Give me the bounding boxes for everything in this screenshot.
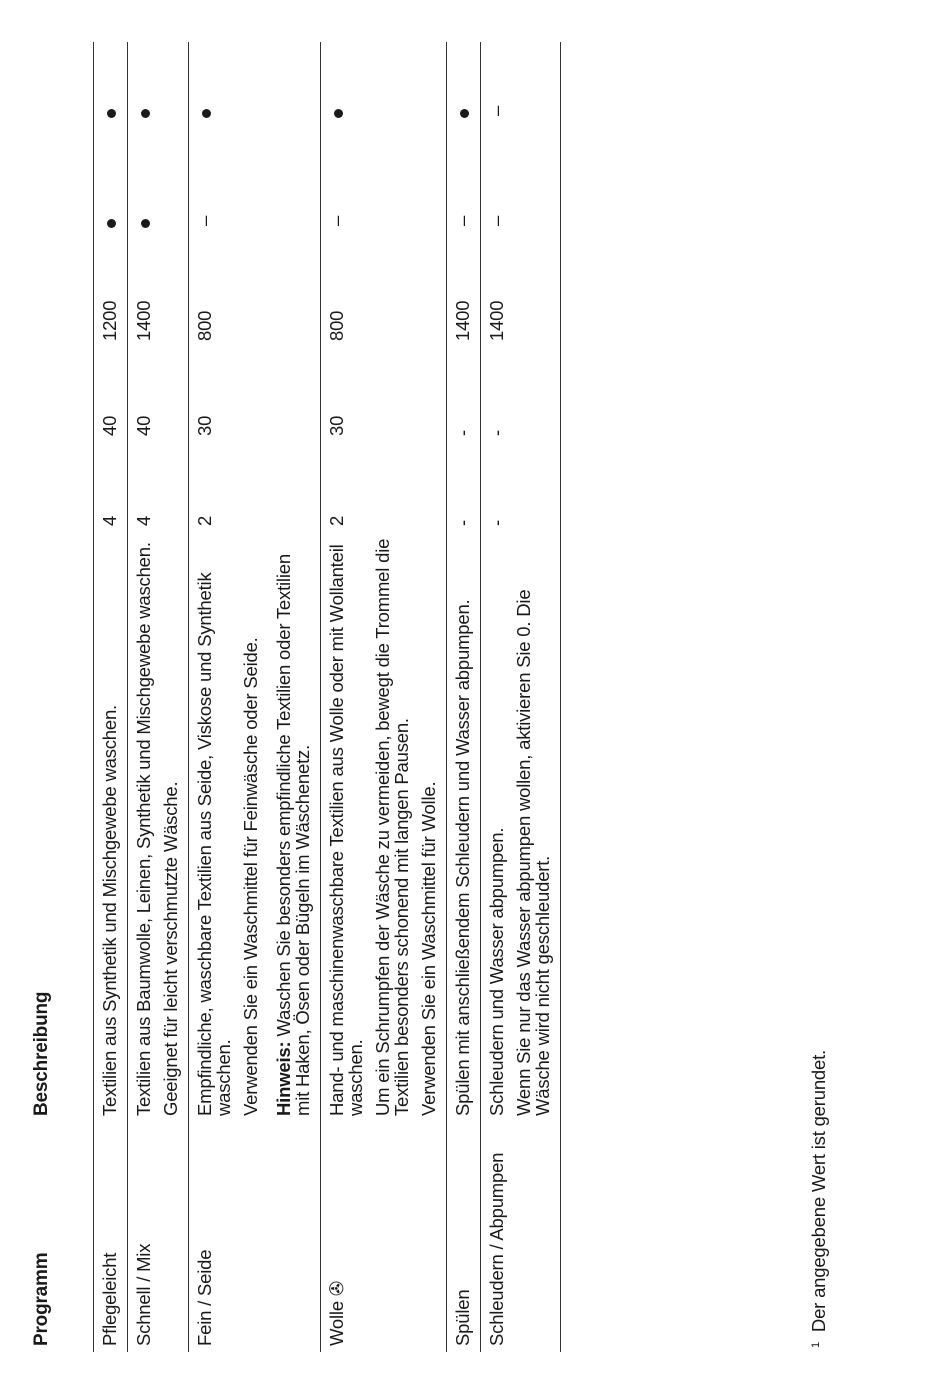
bullet-icon (141, 109, 150, 118)
availability-d1 (128, 132, 189, 242)
value-n2: - (486, 430, 507, 436)
table-row (189, 42, 321, 1352)
description-line: Empfindliche, waschbare Textilien aus Seide, Viskose und Synthetik waschen. (194, 572, 234, 1116)
dash-mark: – (326, 215, 347, 226)
program-name: Fein / Seide (194, 1249, 215, 1346)
description-line: Verwenden Sie ein Waschmittel für Feinwäsche oder Seide. (240, 637, 261, 1116)
value-n3: 1400 (133, 300, 154, 341)
value-n2: 30 (194, 415, 215, 436)
value-n1: 4 (133, 515, 154, 526)
bullet-icon (202, 109, 211, 118)
availability-d2 (321, 42, 447, 132)
footnote-marker: 1 (810, 1342, 822, 1348)
bullet-icon (460, 109, 469, 118)
value-n3: 1200 (99, 300, 120, 341)
value-n2: 40 (133, 415, 154, 436)
table-header-row (18, 42, 94, 1352)
footnote-text: Der angegebene Wert ist gerundet. (808, 1050, 829, 1333)
availability-d2 (481, 42, 561, 132)
dash-mark: – (194, 215, 215, 226)
value-n1: - (452, 520, 473, 526)
header-beschreibung: Beschreibung (31, 991, 52, 1116)
bullet-icon (141, 219, 150, 228)
program-description (189, 532, 321, 1122)
value-n3: 1400 (486, 300, 507, 341)
hinweis-note (274, 538, 312, 1116)
value-n1: 2 (194, 515, 215, 526)
value-n2: - (452, 430, 473, 436)
description-line: Schleudern und Wasser abpumpen. (486, 827, 507, 1116)
program-name: Schnell / Mix (133, 1243, 154, 1346)
table-row (447, 42, 481, 1352)
availability-d2 (447, 42, 481, 132)
description-line: Textilien aus Baumwolle, Leinen, Synthetik und Mischgewebe waschen. (133, 542, 154, 1116)
table-row (481, 42, 561, 1352)
hinweis-label: Hinweis: (273, 1041, 294, 1116)
value-n2: 40 (99, 415, 120, 436)
program-name: Schleudern / Abpumpen (486, 1152, 507, 1346)
value-n1: 4 (99, 515, 120, 526)
bullet-icon (107, 109, 116, 118)
description-line: Hand- und maschinenwaschbare Textilien aus Wolle oder mit Wollanteil waschen. (326, 544, 366, 1116)
availability-d2 (94, 42, 128, 132)
dash-mark: – (452, 215, 473, 226)
program-description (94, 532, 128, 1122)
description-line: Um ein Schrumpfen der Wäsche zu vermeiden, bewegt die Trommel die Textilien besonders schonend mit langen Pausen. (372, 538, 412, 1116)
description-line: Geeignet für leicht verschmutzte Wäsche. (160, 781, 181, 1116)
program-description (128, 532, 189, 1122)
availability-d2 (128, 42, 189, 132)
bullet-icon (107, 219, 116, 228)
description-line: Spülen mit anschließendem Schleudern und Wasser abpumpen. (452, 599, 473, 1116)
table-row (94, 42, 128, 1352)
description-line: Wenn Sie nur das Wasser abpumpen wollen, aktivieren Sie 0. Die Wäsche wird nicht geschleudert. (513, 589, 553, 1116)
footnote (808, 1050, 830, 1348)
value-n1: - (486, 520, 507, 526)
table-row (128, 42, 189, 1352)
dash-mark: – (486, 215, 507, 226)
program-name: Spülen (452, 1289, 473, 1346)
availability-d2 (189, 42, 321, 132)
program-description (321, 532, 447, 1122)
availability-d1 (94, 132, 128, 242)
program-name: Pflegeleicht (99, 1252, 120, 1346)
value-n3: 800 (326, 310, 347, 341)
program-table (18, 42, 561, 1352)
dash-mark: – (486, 105, 507, 116)
availability-d1 (481, 132, 561, 242)
hinweis-text: Waschen Sie besonders empfindliche Textilien oder Textilien mit Haken, Ösen oder Bügeln im Wäschenetz. (273, 554, 313, 1116)
program-description (481, 532, 561, 1122)
table-row (321, 42, 447, 1352)
value-n3: 1400 (452, 300, 473, 341)
header-programm: Programm (31, 1252, 52, 1346)
description-line: Verwenden Sie ein Waschmittel für Wolle. (418, 781, 439, 1116)
value-n1: 2 (326, 515, 347, 526)
program-description (447, 532, 481, 1122)
program-name: Wolle ✇ (326, 1280, 347, 1346)
value-n3: 800 (194, 310, 215, 341)
description-line: Textilien aus Synthetik und Mischgewebe waschen. (99, 705, 120, 1116)
bullet-icon (334, 109, 343, 118)
availability-d1 (321, 132, 447, 242)
value-n2: 30 (326, 415, 347, 436)
availability-d1 (189, 132, 321, 242)
availability-d1 (447, 132, 481, 242)
